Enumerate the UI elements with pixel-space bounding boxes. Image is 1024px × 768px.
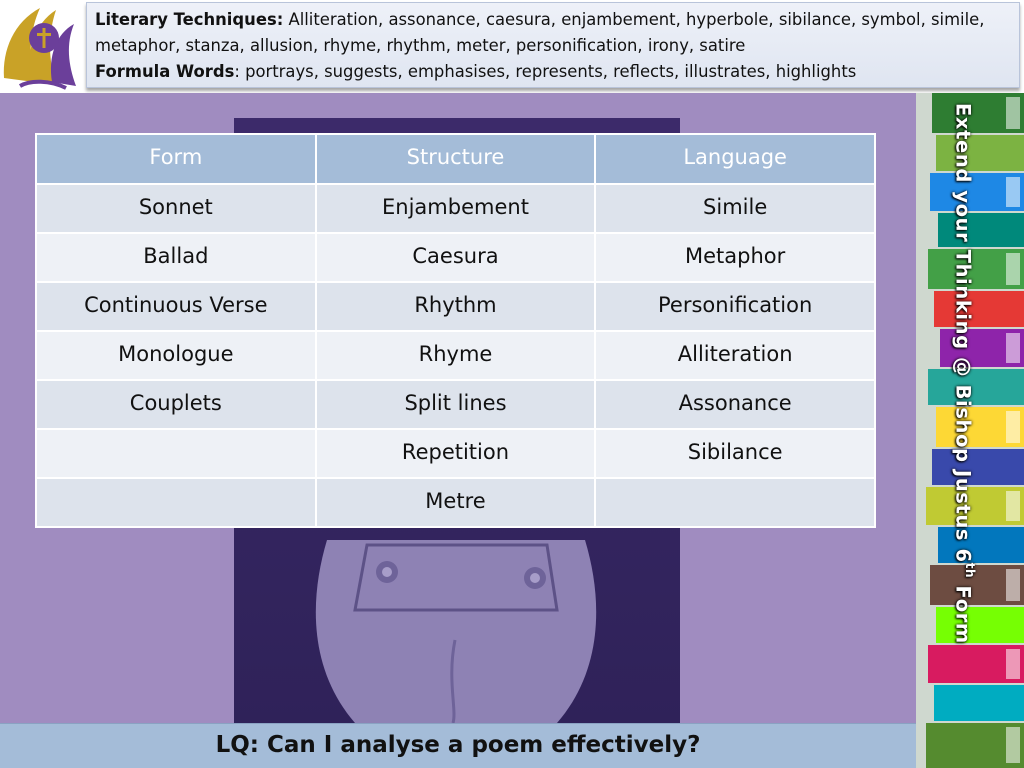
table-row (36, 380, 875, 429)
table-row (36, 429, 875, 478)
table-cell: Enjambement (316, 184, 596, 233)
techniques-box (86, 2, 1020, 88)
table-header-row (36, 134, 875, 184)
table-cell (36, 429, 316, 478)
table-row (36, 233, 875, 282)
techniques-label: Literary Techniques: (95, 10, 284, 29)
header-form: Form (36, 134, 316, 184)
header-strip (0, 0, 1024, 93)
table-cell: Simile (595, 184, 875, 233)
sidebar-caption-main: Extend your Thinking @ Bishop Justus 6 (951, 103, 975, 563)
table-cell: Repetition (316, 429, 596, 478)
table-cell: Alliteration (595, 331, 875, 380)
table-cell: Split lines (316, 380, 596, 429)
table-cell: Couplets (36, 380, 316, 429)
header-structure: Structure (316, 134, 596, 184)
table-cell: Assonance (595, 380, 875, 429)
table-cell: Metaphor (595, 233, 875, 282)
table-cell: Personification (595, 282, 875, 331)
table-row (36, 478, 875, 527)
formula-text: : portrays, suggests, emphasises, represents, reflects, illustrates, highlights (234, 62, 857, 81)
learning-question: LQ: Can I analyse a poem effectively? (215, 732, 701, 758)
table-cell: Metre (316, 478, 596, 527)
table-cell: Rhythm (316, 282, 596, 331)
sack-illustration-icon (307, 520, 605, 723)
sidebar-caption (947, 103, 977, 723)
sidebar-caption-sup: th (963, 562, 977, 579)
techniques-table (35, 133, 876, 528)
header-language: Language (595, 134, 875, 184)
table-row (36, 331, 875, 380)
techniques-text: Alliteration, assonance, caesura, enjambement, hyperbole, sibilance, symbol, simile, metaphor, stanza, allusion, rhyme, rhythm, meter, personification, irony, satire (95, 10, 985, 55)
school-logo-icon (0, 0, 84, 93)
table-cell: Continuous Verse (36, 282, 316, 331)
table-cell: Rhyme (316, 331, 596, 380)
table-row (36, 282, 875, 331)
table-cell (36, 478, 316, 527)
sidebar-caption-end: Form (951, 578, 975, 644)
learning-question-bar (0, 723, 916, 768)
table-row (36, 184, 875, 233)
formula-label: Formula Words (95, 62, 235, 81)
table-cell: Sibilance (595, 429, 875, 478)
table-cell: Sonnet (36, 184, 316, 233)
table-cell (595, 478, 875, 527)
table-cell: Monologue (36, 331, 316, 380)
table-cell: Caesura (316, 233, 596, 282)
table-cell: Ballad (36, 233, 316, 282)
